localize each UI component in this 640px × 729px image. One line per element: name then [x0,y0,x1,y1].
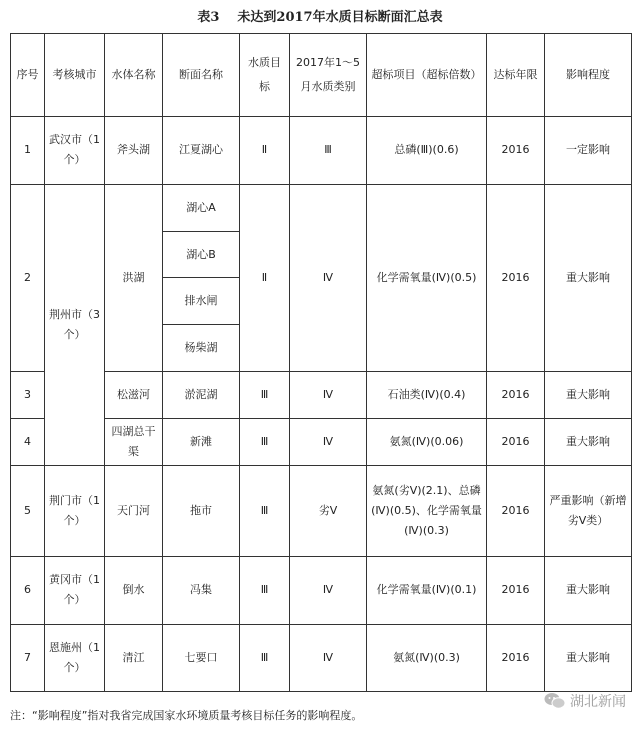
footnote: 注：“影响程度”指对我省完成国家水环境质量考核目标任务的影响程度。 [10,709,363,722]
table-row [11,419,632,465]
cell-impact: 重大影响 [545,624,632,691]
cell-section: 湖心B [163,232,240,278]
cell-class: Ⅳ [290,372,367,419]
cell-section: 湖心A [163,184,240,231]
cell-class: Ⅲ [290,116,367,184]
header-target: 水质目标 [240,34,290,117]
cell-water: 倒水 [105,557,163,624]
cell-target: Ⅲ [240,624,290,691]
cell-year: 2016 [487,116,545,184]
cell-exceed: 石油类(Ⅳ)(0.4) [367,372,487,419]
cell-exceed: 氨氮(劣Ⅴ)(2.1)、总磷(Ⅳ)(0.5)、化学需氧量(Ⅳ)(0.3) [367,465,487,557]
table-row [11,557,632,624]
header-impact: 影响程度 [545,34,632,117]
cell-water: 清江 [105,624,163,691]
cell-water: 洪湖 [105,184,163,371]
cell-section: 杨柴湖 [163,324,240,371]
table-row [11,624,632,691]
cell-seq: 2 [11,184,45,371]
cell-target: Ⅱ [240,116,290,184]
cell-water: 四湖总干渠 [105,419,163,465]
cell-seq: 7 [11,624,45,691]
cell-city: 荆门市（1个） [45,465,105,557]
header-row [11,34,632,117]
header-exceed: 超标项目（超标倍数） [367,34,487,117]
cell-exceed: 氨氮(Ⅳ)(0.06) [367,419,487,465]
header-seq: 序号 [11,34,45,117]
cell-class: Ⅳ [290,624,367,691]
header-section: 断面名称 [163,34,240,117]
cell-section: 排水闸 [163,278,240,324]
cell-class: 劣Ⅴ [290,465,367,557]
cell-exceed: 化学需氧量(Ⅳ)(0.5) [367,184,487,371]
cell-impact: 重大影响 [545,557,632,624]
cell-seq: 6 [11,557,45,624]
cell-exceed: 化学需氧量(Ⅳ)(0.1) [367,557,487,624]
cell-year: 2016 [487,184,545,371]
wechat-icon [544,692,566,710]
table-number: 表3 [197,10,220,25]
cell-section: 拖市 [163,465,240,557]
cell-exceed: 氨氮(Ⅳ)(0.3) [367,624,487,691]
cell-city: 恩施州（1个） [45,624,105,691]
cell-target: Ⅲ [240,557,290,624]
cell-seq: 4 [11,419,45,465]
cell-section: 新滩 [163,419,240,465]
cell-impact: 重大影响 [545,372,632,419]
cell-city: 武汉市（1个） [45,116,105,184]
table-row [11,372,632,419]
cell-target: Ⅱ [240,184,290,371]
table-row [11,184,632,231]
watermark-text: 湖北新闻 [570,694,626,710]
cell-class: Ⅳ [290,419,367,465]
cell-seq: 1 [11,116,45,184]
header-water: 水体名称 [105,34,163,117]
cell-year: 2016 [487,624,545,691]
table-row [11,116,632,184]
table-title [0,6,640,25]
cell-seq: 5 [11,465,45,557]
cell-section: 江夏湖心 [163,116,240,184]
cell-year: 2016 [487,419,545,465]
water-quality-table [10,33,632,692]
cell-impact: 重大影响 [545,419,632,465]
cell-city: 荆州市（3个） [45,184,105,465]
cell-water: 松滋河 [105,372,163,419]
cell-impact: 严重影响（新增劣Ⅴ类） [545,465,632,557]
cell-year: 2016 [487,372,545,419]
cell-year: 2016 [487,465,545,557]
cell-impact: 一定影响 [545,116,632,184]
cell-seq: 3 [11,372,45,419]
cell-water: 天门河 [105,465,163,557]
cell-class: Ⅳ [290,184,367,371]
cell-section: 冯集 [163,557,240,624]
cell-target: Ⅲ [240,372,290,419]
cell-impact: 重大影响 [545,184,632,371]
cell-water: 斧头湖 [105,116,163,184]
cell-exceed: 总磷(Ⅲ)(0.6) [367,116,487,184]
cell-section: 淤泥湖 [163,372,240,419]
cell-target: Ⅲ [240,419,290,465]
header-city: 考核城市 [45,34,105,117]
cell-class: Ⅳ [290,557,367,624]
cell-target: Ⅲ [240,465,290,557]
watermark [544,691,626,711]
header-year: 达标年限 [487,34,545,117]
cell-city: 黄冈市（1个） [45,557,105,624]
header-class: 2017年1～5月水质类别 [290,34,367,117]
cell-year: 2016 [487,557,545,624]
cell-section: 七要口 [163,624,240,691]
table-row [11,465,632,557]
table-title-text: 未达到2017年水质目标断面汇总表 [237,10,443,25]
